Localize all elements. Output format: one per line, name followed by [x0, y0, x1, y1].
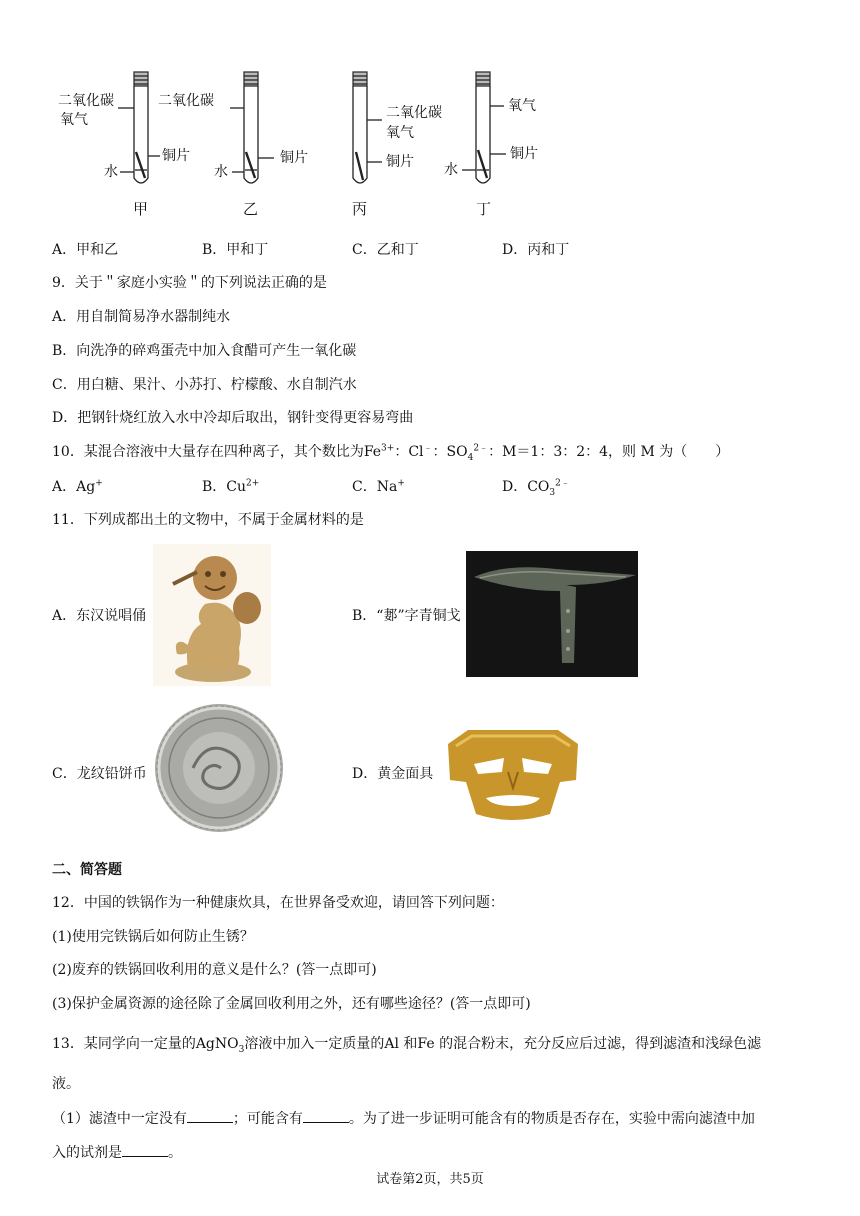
- tube-bing-caption: 丙: [352, 200, 368, 218]
- q8-option-a: A．甲和乙: [52, 242, 119, 258]
- tube-yi-caption: 乙: [243, 200, 259, 218]
- q10-stem-pre: 10．某混合溶液中大量存在四种离子，其个数比为Fe: [52, 444, 382, 460]
- tube-jia-caption: 甲: [133, 200, 149, 218]
- so4-charge: 2﹣: [473, 443, 489, 454]
- q11-stem: 11．下列成都出土的文物中，不属于金属材料的是: [52, 512, 364, 528]
- q8-option-c: C．乙和丁: [352, 242, 419, 258]
- q10-option-b-charge: 2+: [246, 478, 260, 489]
- q10-stem: [52, 442, 729, 462]
- q10-option-b-text: B．Cu: [202, 479, 247, 495]
- tube-yi-copper-label: 铜片: [280, 150, 308, 166]
- gold-mask-image: [438, 722, 588, 832]
- tube-yi-gas-label-1: 二氧化碳: [158, 93, 214, 109]
- q13-stem: [52, 1034, 761, 1054]
- q9-option-c: C．用白糖、果汁、小苏打、柠檬酸、水自制汽水: [52, 377, 357, 393]
- q13-stem-a: 13．某同学向一定量的AgNO: [52, 1036, 239, 1052]
- q11-option-c: C．龙纹铅饼币: [52, 766, 147, 782]
- test-tube-jia: [118, 72, 160, 183]
- q10-option-a-text: A．Ag: [52, 479, 96, 495]
- q12-stem: 12．中国的铁锅作为一种健康炊具，在世界备受欢迎，请回答下列问题：: [52, 895, 504, 911]
- q9-option-a: A．用自制简易净水器制纯水: [52, 309, 231, 325]
- q13-agno3-subscript: 3: [238, 1044, 245, 1055]
- q10-option-d-text: D．CO: [502, 479, 550, 495]
- q13-part1-b: ；可能含有: [232, 1111, 303, 1127]
- pottery-figurine-image: [153, 544, 271, 686]
- fe-charge: 3+: [381, 443, 395, 454]
- q11-option-d: D．黄金面具: [352, 766, 434, 782]
- q11-option-a: A．东汉说唱俑: [52, 608, 147, 624]
- tube-jia-copper-label: 铜片: [162, 148, 190, 164]
- bronze-dagger-axe-image: [466, 551, 638, 677]
- page-footer: 试卷第2页，共5页: [376, 1172, 484, 1187]
- q12-part-2: (2)废弃的铁锅回收利用的意义是什么？(答一点即可): [52, 962, 377, 978]
- test-tube-yi: [230, 72, 274, 183]
- q10-option-c: [352, 477, 405, 497]
- q10-sep1: ：Cl: [394, 444, 424, 460]
- answer-blank-1[interactable]: [187, 1108, 233, 1123]
- q12-part-1: (1)使用完铁锅后如何防止生锈？: [52, 929, 254, 945]
- q10-option-d-charge: 2﹣: [555, 478, 570, 489]
- q13-part1-c: 。为了进一步证明可能含有的物质是否存在，实验中需向滤渣中加: [348, 1111, 755, 1127]
- q10-stem-post: ：M＝1：3：2：4，则 M 为（ ）: [488, 444, 730, 460]
- test-tube-figure: [0, 60, 860, 230]
- dragon-coin-image: [153, 702, 285, 834]
- q13-part1-e: 。: [168, 1145, 182, 1161]
- q13-part-1: [52, 1108, 755, 1129]
- so4-subscript: 4: [467, 452, 474, 463]
- q10-option-a: [52, 477, 103, 497]
- answer-blank-3[interactable]: [122, 1142, 168, 1157]
- tube-bing-gas-label-1: 二氧化碳: [386, 105, 442, 121]
- q12-part-3: (3)保护金属资源的途径除了金属回收利用之外，还有哪些途径？(答一点即可): [52, 996, 531, 1012]
- tube-jia-gas-label-2: 氧气: [60, 112, 88, 128]
- tube-ding-copper-label: 铜片: [510, 146, 538, 162]
- tube-bing-copper-label: 铜片: [386, 154, 414, 170]
- q9-stem: 9．关于＂家庭小实验＂的下列说法正确的是: [52, 275, 327, 291]
- tube-jia-water-label: 水: [104, 164, 118, 180]
- tube-ding-water-label: 水: [444, 162, 458, 178]
- q10-option-d: [502, 477, 570, 497]
- test-tube-bing: [353, 72, 382, 183]
- q10-sep2: ：SO: [432, 444, 468, 460]
- q13-part1-a: （1）滤渣中一定没有: [52, 1111, 187, 1127]
- q10-option-a-charge: +: [95, 478, 103, 489]
- tube-bing-gas-label-2: 氧气: [386, 125, 414, 141]
- tube-ding-gas-label-1: 氧气: [508, 98, 536, 114]
- q11-option-b: B．“郪”字青铜戈: [352, 608, 461, 624]
- q10-option-c-text: C．Na: [352, 479, 398, 495]
- tube-ding-caption: 丁: [476, 200, 492, 218]
- section-title-short-answer: 二、简答题: [52, 862, 122, 878]
- test-tube-ding: [462, 72, 506, 183]
- q13-stem-continued: 液。: [52, 1076, 80, 1092]
- test-tube-drawings: [0, 60, 860, 230]
- answer-blank-2[interactable]: [303, 1108, 349, 1123]
- q10-option-b: [202, 477, 259, 497]
- q13-part1-d: 入的试剂是: [52, 1145, 122, 1161]
- tube-jia-gas-label-1: 二氧化碳: [58, 93, 114, 109]
- q9-option-d: D．把钢针烧红放入水中冷却后取出，钢针变得更容易弯曲: [52, 410, 414, 426]
- q8-option-d: D．丙和丁: [502, 242, 570, 258]
- q10-option-c-charge: +: [397, 478, 405, 489]
- tube-yi-water-label: 水: [214, 164, 228, 180]
- q10-option-d-subscript: 3: [549, 487, 556, 498]
- q13-part-1-continued: [52, 1142, 182, 1163]
- cl-charge: ﹣: [423, 443, 433, 454]
- q13-stem-b: 溶液中加入一定质量的Al 和Fe 的混合粉末，充分反应后过滤，得到滤渣和浅绿色滤: [244, 1036, 762, 1052]
- q8-option-b: B．甲和丁: [202, 242, 269, 258]
- q9-option-b: B．向洗净的碎鸡蛋壳中加入食醋可产生一氧化碳: [52, 343, 357, 359]
